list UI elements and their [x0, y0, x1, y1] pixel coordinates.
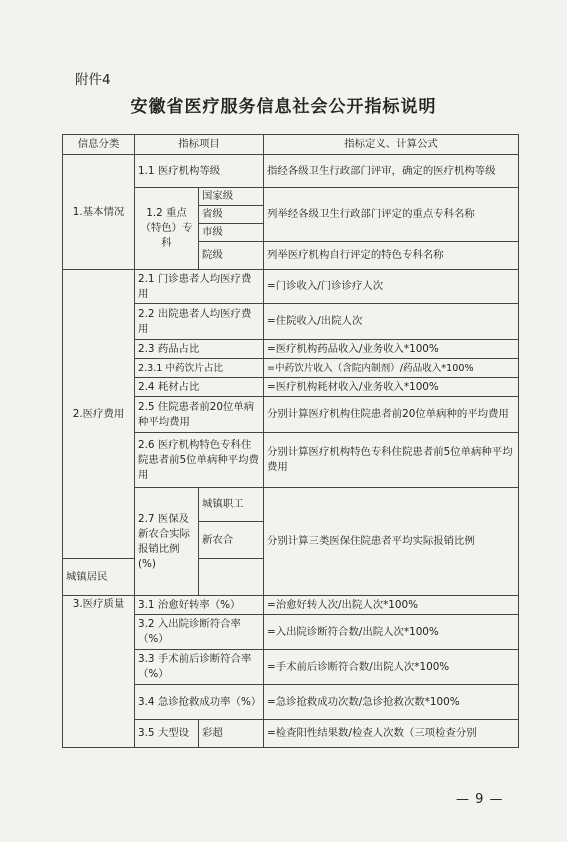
item-cell: 2.6 医疗机构特色专科住院患者前5位单病种平均费用 [135, 433, 264, 488]
table-row [63, 596, 519, 615]
sub-item-cell: 城镇居民 [63, 559, 135, 596]
item-cell: 3.1 治愈好转率（%） [135, 596, 264, 615]
definition-cell: 列举经各级卫生行政部门评定的重点专科名称 [264, 188, 519, 242]
definition-cell: 分别计算医疗机构特色专科住院患者前5位单病种平均费用 [264, 433, 519, 488]
definition-cell: =医疗机构药品收入/业务收入*100% [264, 340, 519, 359]
definition-cell: 分别计算医疗机构住院患者前20位单病种的平均费用 [264, 397, 519, 433]
definition-cell: 列举医疗机构自行评定的特色专科名称 [264, 242, 519, 270]
sub-item-cell: 新农合 [199, 522, 264, 559]
definition-cell: =门诊收入/门诊诊疗人次 [264, 270, 519, 304]
table-header-row [63, 135, 519, 155]
header-category: 信息分类 [63, 135, 135, 155]
page-number: — 9 — [456, 792, 504, 807]
definition-cell: =急诊抢救成功次数/急诊抢救次数*100% [264, 685, 519, 720]
sub-item-cell: 省级 [199, 206, 264, 224]
item-cell: 2.2 出院患者人均医疗费用 [135, 304, 264, 340]
header-definition: 指标定义、计算公式 [264, 135, 519, 155]
category-cell: 2.医疗费用 [63, 270, 135, 559]
item-cell: 3.4 急诊抢救成功率（%） [135, 685, 264, 720]
document-title: 安徽省医疗服务信息社会公开指标说明 [130, 97, 437, 117]
item-cell: 2.4 耗材占比 [135, 378, 264, 397]
definition-cell: =中药饮片收入（含院内制剂）/药品收入*100% [264, 359, 519, 378]
definition-cell: =检查阳性结果数/检查人次数（三项检查分别 [264, 720, 519, 748]
definition-cell: =入出院诊断符合数/出院人次*100% [264, 615, 519, 650]
table-row [63, 155, 519, 188]
definition-cell: =治愈好转人次/出院人次*100% [264, 596, 519, 615]
table-row [63, 270, 519, 304]
item-cell: 2.7 医保及新农合实际报销比例(%) [135, 488, 199, 596]
item-cell: 2.5 住院患者前20位单病种平均费用 [135, 397, 264, 433]
definition-cell: =医疗机构耗材收入/业务收入*100% [264, 378, 519, 397]
sub-item-cell: 城镇职工 [199, 488, 264, 522]
header-item: 指标项目 [135, 135, 264, 155]
sub-item-cell: 彩超 [199, 720, 264, 748]
item-cell: 2.3.1 中药饮片占比 [135, 359, 264, 378]
sub-item-cell: 国家级 [199, 188, 264, 206]
definition-cell: 指经各级卫生行政部门评审，确定的医疗机构等级 [264, 155, 519, 188]
item-cell: 1.2 重点（特色）专科 [135, 188, 199, 270]
category-cell: 1.基本情况 [63, 155, 135, 270]
item-cell: 1.1 医疗机构等级 [135, 155, 264, 188]
item-cell: 2.1 门诊患者人均医疗费用 [135, 270, 264, 304]
item-cell: 3.2 入出院诊断符合率（%） [135, 615, 264, 650]
definition-cell: =住院收入/出院人次 [264, 304, 519, 340]
sub-item-cell: 院级 [199, 242, 264, 270]
definition-cell: 分别计算三类医保住院患者平均实际报销比例 [264, 488, 519, 596]
attachment-label: 附件4 [75, 72, 111, 88]
item-cell: 3.5 大型设 [135, 720, 199, 748]
definition-cell: =手术前后诊断符合数/出院人次*100% [264, 650, 519, 685]
indicator-table [62, 134, 519, 748]
item-cell: 2.3 药品占比 [135, 340, 264, 359]
item-cell: 3.3 手术前后诊断符合率（%） [135, 650, 264, 685]
sub-item-cell: 市级 [199, 224, 264, 242]
category-cell: 3.医疗质量 [63, 596, 135, 748]
